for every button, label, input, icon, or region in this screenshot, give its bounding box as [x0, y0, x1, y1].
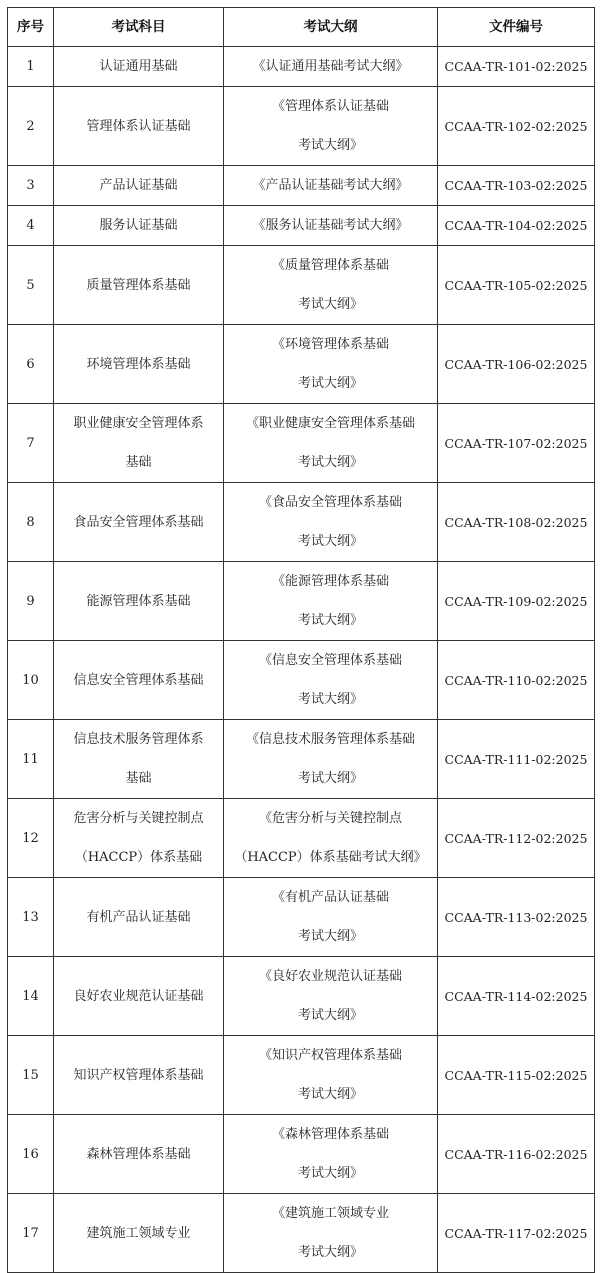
cell-subject	[54, 206, 224, 246]
outline-line: 《森林管理体系基础	[271, 1127, 389, 1142]
table-row	[8, 246, 595, 325]
subject-line: 建筑施工领域专业	[86, 1225, 191, 1241]
cell-subject	[54, 720, 224, 799]
outline-line: 考试大纲》	[297, 455, 363, 470]
cell-code: CCAA-TR-113-02:2025	[438, 878, 595, 957]
outline-line: 《信息技术服务管理体系基础	[245, 732, 415, 747]
cell-code: CCAA-TR-103-02:2025	[438, 166, 595, 206]
subject-line: 信息技术服务管理体系	[73, 732, 204, 747]
cell-outline	[224, 1036, 438, 1115]
cell-subject	[54, 641, 224, 720]
outline-line: 考试大纲》	[297, 297, 363, 312]
outline-line: 考试大纲》	[297, 613, 363, 628]
outline-line: 《危害分析与关键控制点	[258, 811, 402, 826]
cell-code: CCAA-TR-105-02:2025	[438, 246, 595, 325]
cell-outline	[224, 1115, 438, 1194]
cell-code: CCAA-TR-101-02:2025	[438, 47, 595, 87]
cell-outline	[224, 878, 438, 957]
cell-no: 6	[8, 325, 54, 404]
table-row	[8, 1036, 595, 1115]
subject-line: （HACCP）体系基础	[74, 850, 203, 865]
cell-subject	[54, 47, 224, 87]
cell-no: 2	[8, 87, 54, 166]
cell-subject	[54, 246, 224, 325]
cell-outline	[224, 641, 438, 720]
outline-line: 《有机产品认证基础	[271, 890, 389, 905]
cell-no: 8	[8, 483, 54, 562]
table-row	[8, 878, 595, 957]
outline-line: 《食品安全管理体系基础	[258, 495, 402, 510]
cell-code: CCAA-TR-102-02:2025	[438, 87, 595, 166]
cell-no: 9	[8, 562, 54, 641]
outline-line: 《职业健康安全管理体系基础	[245, 416, 415, 431]
outline-line: 考试大纲》	[297, 376, 363, 391]
table-row	[8, 325, 595, 404]
subject-line: 产品认证基础	[99, 178, 178, 193]
outline-line: 《产品认证基础考试大纲》	[252, 178, 409, 193]
cell-subject	[54, 166, 224, 206]
cell-subject	[54, 957, 224, 1036]
table-row	[8, 641, 595, 720]
cell-code: CCAA-TR-112-02:2025	[438, 799, 595, 878]
cell-outline	[224, 246, 438, 325]
table-row	[8, 47, 595, 87]
outline-line: 考试大纲》	[297, 1245, 363, 1260]
outline-line: 《质量管理体系基础	[271, 258, 389, 273]
cell-subject	[54, 1115, 224, 1194]
cell-no: 14	[8, 957, 54, 1036]
table-row	[8, 957, 595, 1036]
outline-line: 考试大纲》	[297, 771, 363, 786]
cell-subject	[54, 799, 224, 878]
cell-outline	[224, 87, 438, 166]
cell-no: 12	[8, 799, 54, 878]
cell-code: CCAA-TR-117-02:2025	[438, 1194, 595, 1273]
cell-subject	[54, 87, 224, 166]
subject-line: 食品安全管理体系基础	[73, 514, 204, 530]
header-subject: 考试科目	[54, 8, 224, 47]
subject-line: 服务认证基础	[99, 218, 178, 233]
cell-no: 13	[8, 878, 54, 957]
header-code: 文件编号	[438, 8, 595, 47]
cell-outline	[224, 325, 438, 404]
outline-line: 考试大纲》	[297, 1087, 363, 1102]
cell-no: 17	[8, 1194, 54, 1273]
table-row	[8, 404, 595, 483]
outline-line: 《知识产权管理体系基础	[258, 1048, 402, 1063]
subject-line: 良好农业规范认证基础	[73, 988, 204, 1004]
outline-line: 《能源管理体系基础	[271, 574, 389, 589]
cell-outline	[224, 166, 438, 206]
subject-line: 基础	[125, 455, 152, 470]
cell-subject	[54, 483, 224, 562]
cell-code: CCAA-TR-114-02:2025	[438, 957, 595, 1036]
exam-outline-table	[7, 7, 595, 1273]
cell-outline	[224, 206, 438, 246]
cell-outline	[224, 720, 438, 799]
cell-code: CCAA-TR-107-02:2025	[438, 404, 595, 483]
cell-code: CCAA-TR-104-02:2025	[438, 206, 595, 246]
header-outline: 考试大纲	[224, 8, 438, 47]
table-row	[8, 206, 595, 246]
cell-no: 7	[8, 404, 54, 483]
subject-line: 认证通用基础	[99, 59, 178, 74]
table-row	[8, 799, 595, 878]
subject-line: 基础	[125, 771, 152, 786]
cell-code: CCAA-TR-116-02:2025	[438, 1115, 595, 1194]
outline-line: 考试大纲》	[297, 534, 363, 549]
cell-code: CCAA-TR-106-02:2025	[438, 325, 595, 404]
cell-subject	[54, 1194, 224, 1273]
cell-outline	[224, 1194, 438, 1273]
table-row	[8, 1115, 595, 1194]
outline-line: 考试大纲》	[297, 692, 363, 707]
subject-line: 危害分析与关键控制点	[73, 811, 204, 826]
outline-line: 《认证通用基础考试大纲》	[252, 59, 409, 74]
outline-line: （HACCP）体系基础考试大纲》	[234, 850, 427, 865]
cell-no: 1	[8, 47, 54, 87]
outline-line: 考试大纲》	[297, 929, 363, 944]
outline-line: 考试大纲》	[297, 1166, 363, 1181]
cell-code: CCAA-TR-108-02:2025	[438, 483, 595, 562]
cell-outline	[224, 404, 438, 483]
header-no: 序号	[8, 8, 54, 47]
table-row	[8, 720, 595, 799]
cell-subject	[54, 562, 224, 641]
outline-line: 《信息安全管理体系基础	[258, 653, 402, 668]
table-header	[8, 8, 595, 47]
cell-no: 15	[8, 1036, 54, 1115]
cell-no: 11	[8, 720, 54, 799]
table-row	[8, 483, 595, 562]
subject-line: 质量管理体系基础	[86, 277, 191, 293]
cell-code: CCAA-TR-115-02:2025	[438, 1036, 595, 1115]
cell-outline	[224, 483, 438, 562]
subject-line: 森林管理体系基础	[86, 1146, 191, 1162]
subject-line: 知识产权管理体系基础	[73, 1067, 204, 1083]
table-row	[8, 562, 595, 641]
cell-no: 3	[8, 166, 54, 206]
cell-subject	[54, 1036, 224, 1115]
subject-line: 信息安全管理体系基础	[73, 672, 204, 688]
table-row	[8, 166, 595, 206]
table-row	[8, 87, 595, 166]
cell-code: CCAA-TR-111-02:2025	[438, 720, 595, 799]
cell-outline	[224, 799, 438, 878]
outline-line: 考试大纲》	[297, 138, 363, 153]
outline-line: 《服务认证基础考试大纲》	[252, 218, 409, 233]
cell-subject	[54, 878, 224, 957]
cell-no: 5	[8, 246, 54, 325]
subject-line: 环境管理体系基础	[86, 356, 191, 372]
cell-code: CCAA-TR-109-02:2025	[438, 562, 595, 641]
outline-line: 《环境管理体系基础	[271, 337, 389, 352]
subject-line: 有机产品认证基础	[86, 909, 191, 925]
table-row	[8, 1194, 595, 1273]
subject-line: 管理体系认证基础	[86, 118, 191, 134]
cell-subject	[54, 404, 224, 483]
cell-code: CCAA-TR-110-02:2025	[438, 641, 595, 720]
cell-no: 4	[8, 206, 54, 246]
cell-outline	[224, 47, 438, 87]
outline-line: 《建筑施工领域专业	[271, 1206, 389, 1221]
cell-outline	[224, 562, 438, 641]
outline-line: 考试大纲》	[297, 1008, 363, 1023]
cell-subject	[54, 325, 224, 404]
cell-outline	[224, 957, 438, 1036]
subject-line: 职业健康安全管理体系	[73, 416, 204, 431]
cell-no: 16	[8, 1115, 54, 1194]
outline-line: 《良好农业规范认证基础	[258, 969, 402, 984]
table-body	[8, 47, 595, 1273]
cell-no: 10	[8, 641, 54, 720]
outline-line: 《管理体系认证基础	[271, 99, 389, 114]
subject-line: 能源管理体系基础	[86, 593, 191, 609]
